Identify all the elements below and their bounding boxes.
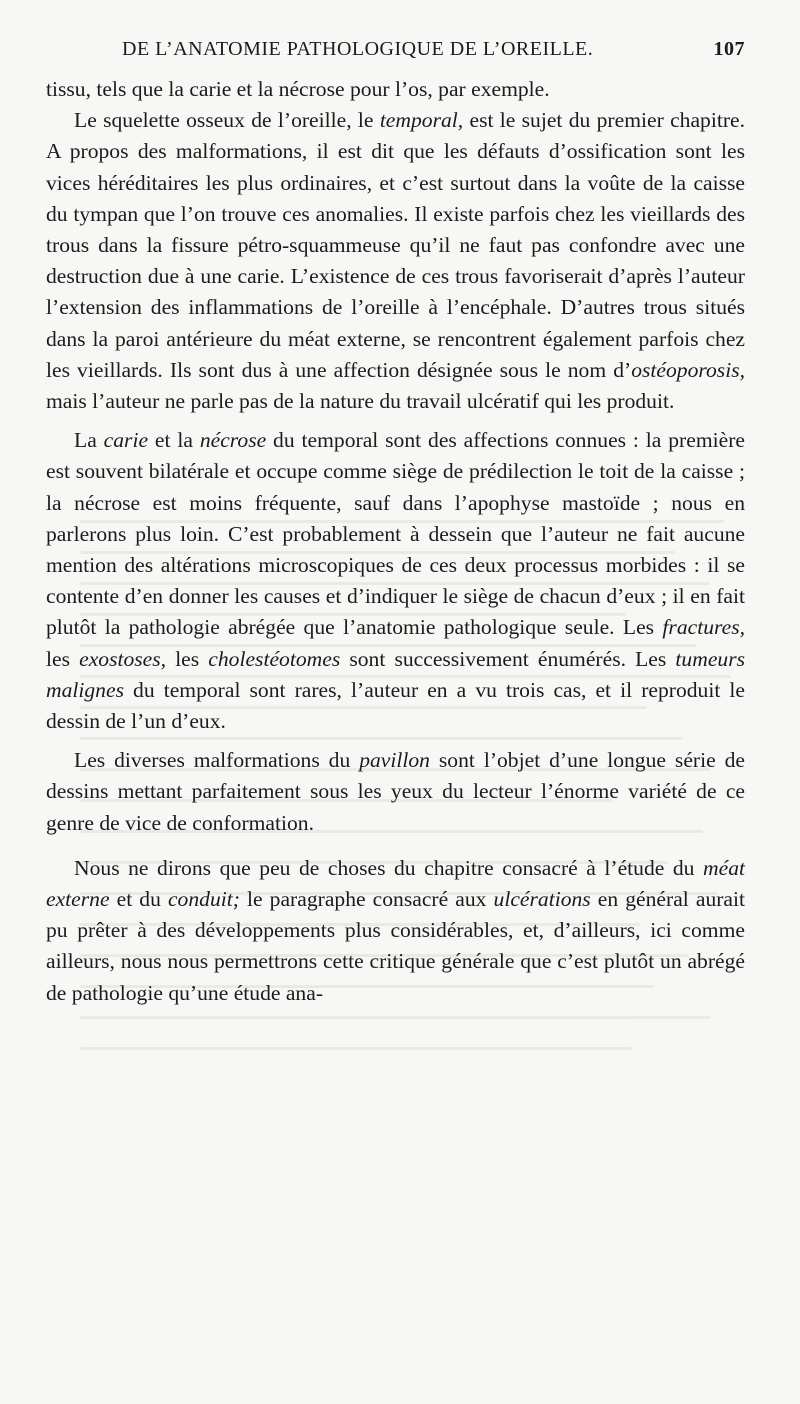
text-run: du temporal sont des affections connues : la première est souvent bilatérale et occupe comme siège de prédilection le toit de la caisse ; la nécrose est moins fréquente, sauf dans l’apophyse mastoïde ; nous en parlerons plus loin. C’est probablement à dessein que l’auteur ne fait aucune mention des altérations microscopiques de ces deux processus morbides : il se contente d’en donner les causes et d’indiquer le siège de chacun d’eux ; il en fait plutôt la pathologie abrégée que l’anatomie pathologique seule. Les [46, 428, 745, 640]
italic-text: pavillon [359, 748, 430, 773]
show-through-line [80, 1047, 633, 1050]
paragraph [46, 853, 745, 1009]
text-run: en général aurait pu prêter à des développements plus considérables, et, d’ailleurs, ici comme ailleurs, nous nous permettrons cette critique générale que c’est plutôt un abrégé de pathologie qu’une étude ana- [46, 887, 746, 1005]
text-run: du temporal sont rares, l’auteur en a vu trois cas, et il reproduit le dessin de l’un d’eux. [46, 677, 745, 734]
text-run: Nous ne dirons que peu de choses du chapitre consacré à l’étude du [74, 855, 704, 880]
paragraph [46, 74, 745, 105]
text-run: les [166, 646, 209, 671]
text-run: Les diverses malformations du [74, 748, 360, 773]
text-run: mais l’auteur ne parle pas de la nature du travail ulcératif qui les produit. [46, 389, 675, 414]
text-run: et du [109, 887, 168, 912]
body-text [46, 74, 745, 1009]
italic-text: nécrose [199, 428, 267, 453]
italic-text: fractures, [662, 615, 745, 640]
paragraph [46, 105, 745, 417]
text-run: les [46, 646, 80, 671]
italic-text: méat externe [46, 855, 745, 912]
text-run: Le squelette osseux de l’oreille, le [74, 108, 380, 133]
italic-text: tumeurs malignes [46, 646, 746, 702]
italic-text: ulcérations [493, 887, 591, 912]
italic-text: carie [103, 428, 149, 453]
italic-text: cholestéotomes [208, 646, 341, 671]
text-run: le paragraphe consacré aux [239, 887, 494, 912]
text-run: sont successivement énumérés. Les [340, 646, 676, 671]
italic-text: temporal, [379, 108, 464, 133]
italic-text: ostéoporosis, [631, 357, 745, 382]
paragraph [46, 745, 745, 839]
page-number: 107 [713, 38, 745, 60]
italic-text: conduit; [167, 887, 240, 912]
paragraph [46, 425, 745, 737]
text-run: La [74, 428, 104, 453]
text-run: et la [148, 428, 200, 453]
text-run: est le sujet du premier chapitre. A propos des malformations, il est dit que les défauts d’ossification sont les vices héréditaires les plus ordinaires, et c’est surtout dans la voûte de la caisse du tympan que l’on trouve ces anomalies. Il existe parfois chez les vieillards des trous dans la fissure pétro-squammeuse qu’il ne faut pas confondre avec une destruction due à une carie. L’existence de ces trous favoriserait d’après l’auteur l’extension des inflammations de l’oreille à l’encéphale. D’autres trous situés dans la paroi antérieure du méat externe, se rencontrent également parfois chez les vieillards. Ils sont dus à une affection désignée sous le nom d’ [46, 108, 746, 382]
running-header [46, 34, 745, 74]
italic-text: exostoses, [79, 646, 167, 671]
running-title: DE L’ANATOMIE PATHOLOGIQUE DE L’OREILLE. [122, 38, 594, 60]
show-through-line [80, 1016, 710, 1019]
text-run: tissu, tels que la carie et la nécrose pour l’os, par exemple. [46, 77, 550, 101]
text-run: sont l’objet d’une longue série de dessins mettant parfaitement sous les yeux du lecteur l’énorme variété de ce genre de vice de conformation. [46, 748, 745, 835]
